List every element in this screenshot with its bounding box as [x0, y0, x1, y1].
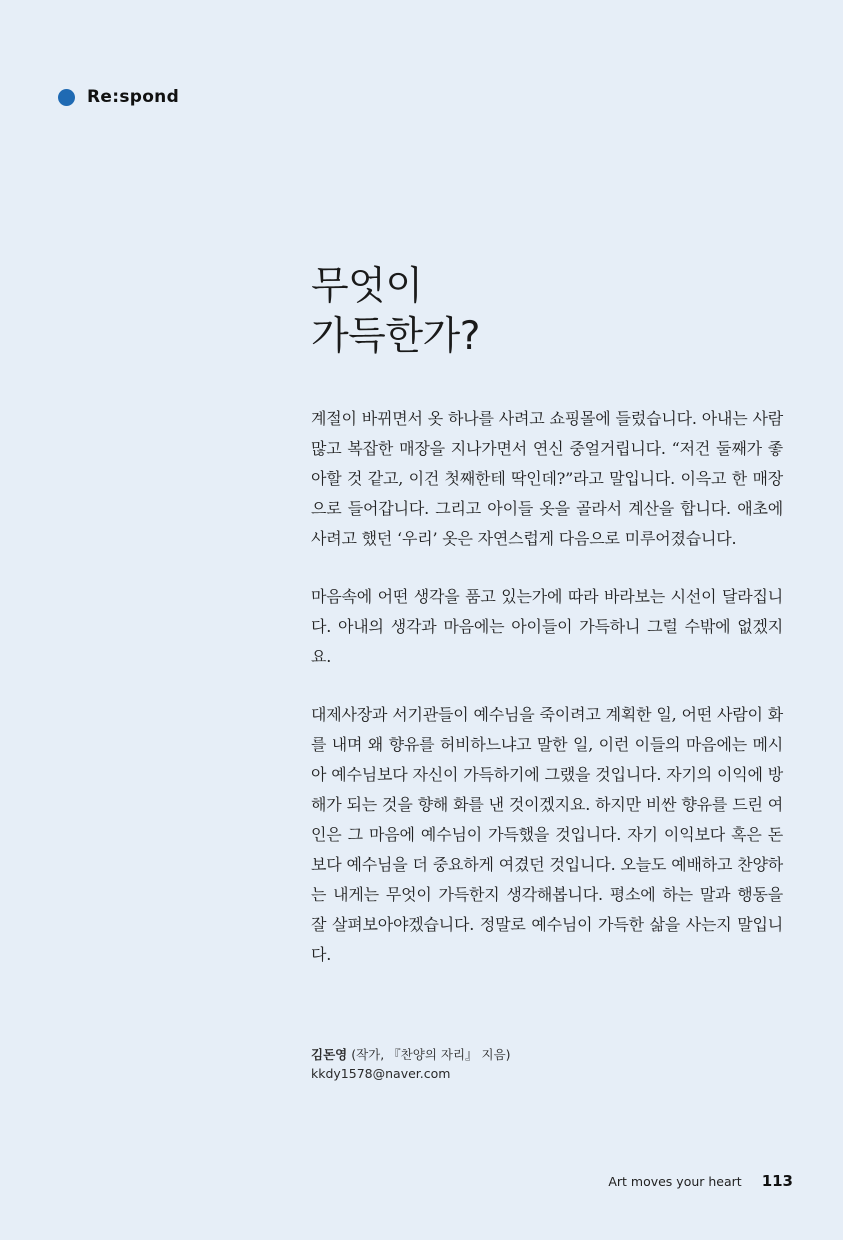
section-tag — [58, 87, 179, 107]
article-paragraph: 마음속에 어떤 생각을 품고 있는가에 따라 바라보는 시선이 달라집니다. 아내의 생각과 마음에는 아이들이 가득하니 그럴 수밖에 없겠지요. — [311, 587, 783, 666]
page-number: 113 — [761, 1172, 793, 1190]
author-line — [311, 1045, 511, 1064]
article-paragraph: 대제사장과 서기관들이 예수님을 죽이려고 계획한 일, 어떤 사람이 화를 내며 왜 향유를 허비하느냐고 말한 일, 이런 이들의 마음에는 메시아 예수님보다 자신이 가득하기에 그랬을 것입니다. 자기의 이익에 방해가 되는 것을 향해 화를 낸 것이겠지요. 하지만 비싼 향유를 드린 여인은 그 마음에 예수님이 가득했을 것입니다. 자기 이익보다 혹은 돈보다 예수님을 더 중요하게 여겼던 것입니다. 오늘도 예배하고 찬양하는 내게는 무엇이 가득한지 생각해봅니다. 평소에 하는 말과 행동을 잘 살펴보아야겠습니다. 정말로 예수님이 가득한 삶을 사는지 말입니다. — [311, 705, 783, 964]
author-note: (작가, 『찬양의 자리』 지음) — [347, 1047, 511, 1062]
article-body — [311, 404, 783, 998]
author-email: kkdy1578@naver.com — [311, 1066, 451, 1081]
article-paragraph: 계절이 바뀌면서 옷 하나를 사려고 쇼핑몰에 들렀습니다. 아내는 사람 많고 복잡한 매장을 지나가면서 연신 중얼거립니다. “저건 둘째가 좋아할 것 같고, 이건 첫째한테 딱인데?”라고 말입니다. 이윽고 한 매장으로 들어갑니다. 그리고 아이들 옷을 골라서 계산을 합니다. 애초에 사려고 했던 ‘우리’ 옷은 자연스럽게 다음으로 미루어졌습니다. — [311, 409, 783, 548]
article-title-line-2: 가득한가? — [311, 314, 480, 359]
footer-text: Art moves your heart — [608, 1174, 742, 1189]
article-title — [311, 262, 480, 362]
page-footer — [608, 1172, 793, 1190]
article-title-line-1: 무엇이 — [311, 264, 423, 309]
section-label: Re:spond — [87, 87, 180, 107]
bullet-dot-icon — [58, 89, 75, 106]
author-name: 김돈영 — [311, 1047, 348, 1062]
author-info — [311, 1045, 511, 1083]
